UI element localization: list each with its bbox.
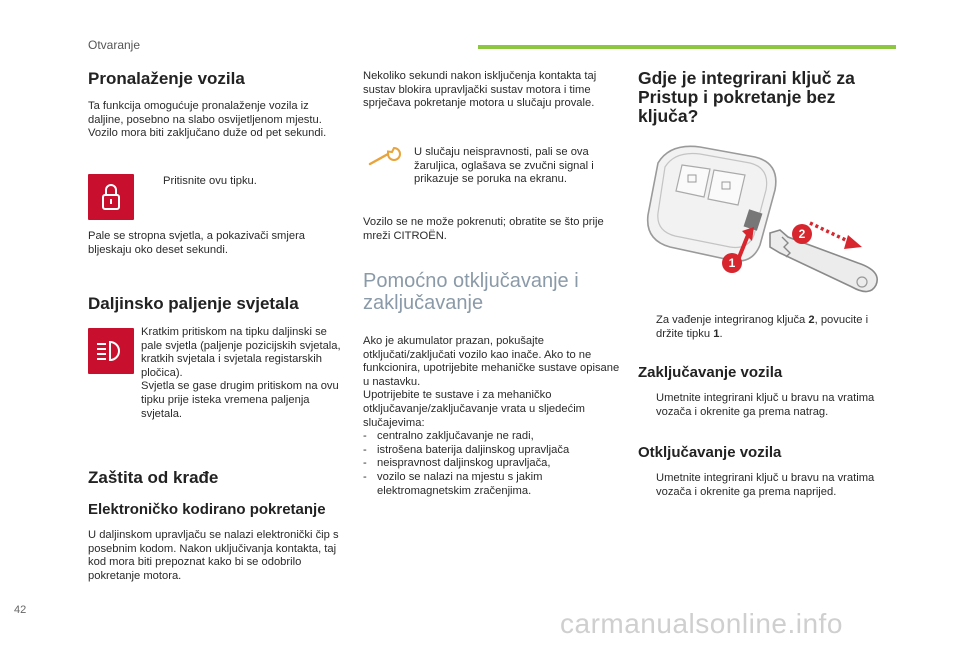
lock-button-icon — [88, 174, 134, 220]
wrench-warning-icon — [368, 146, 402, 173]
instruction-extract-key: Za vađenje integriranog ključa 2, povucite i držite tipku 1. — [656, 314, 869, 340]
callout-2: 2 — [792, 224, 812, 244]
paragraph-immobiliser-block: Nekoliko sekundi nakon isključenja kontakta taj sustav blokira upravljački sustav motora i time sprječava pokretanje motora u slučaju provale. — [363, 70, 597, 110]
watermark: carmanualsonline.info — [560, 608, 843, 639]
paragraph-contact-citroen: Vozilo se ne može pokrenuti; obratite se što prije mreži CITROËN. — [363, 216, 604, 242]
paragraph-battery-flat: Ako je akumulator prazan, pokušajte otključati/zaključati vozilo kao inače. Ako to ne funkcionira, upotrijebite mehaničke sustave opisane u nastavku. — [363, 335, 620, 388]
paragraph-use-cases: Upotrijebite te sustave i za mehaničko otključavanje/zaključavanje vrata u sljedećim slučajevima: — [363, 389, 585, 429]
key-fob-illustration — [630, 135, 890, 305]
instruction-press-button: Pritisnite ovu tipku. — [163, 175, 257, 187]
heading-unlocking-vehicle: Otključavanje vozila — [638, 444, 782, 461]
paragraph-immobiliser-chip: U daljinskom upravljaču se nalazi elektronički čip s posebnim kodom. Nakon uključivanja kontakta, taj kod mora biti prepoznat kako bi se odobrilo pokretanje motora. — [88, 529, 339, 582]
note-fault-warning: U slučaju neispravnosti, pali se ova žaruljica, oglašava se zvučni signal i prikazuje se poruka na ekranu. — [414, 146, 594, 186]
heading-theft-protection: Zaštita od krađe — [88, 468, 219, 487]
list-item: - istrošena baterija daljinskog upravljača — [363, 443, 570, 456]
heading-electronic-immobiliser: Elektroničko kodirano pokretanje — [88, 501, 326, 518]
instruction-unlock: Umetnite integrirani ključ u bravu na vratima vozača i okrenite ga prema naprijed. — [656, 472, 875, 498]
paragraph-remote-lighting-off: Svjetla se gase drugim pritiskom na ovu tipku prije isteka vremena paljenja svjetala. — [141, 380, 339, 420]
page-number: 42 — [14, 604, 27, 616]
paragraph-lights-flash: Pale se stropna svjetla, a pokazivači smjera bljeskaju oko deset sekundi. — [88, 230, 306, 256]
bullet-marker — [638, 392, 648, 419]
heading-integrated-key-location: Gdje je integrirani ključ za Pristup i pokretanje bez ključa? — [638, 68, 855, 126]
list-item: - centralno zaključavanje ne radi, — [363, 430, 534, 443]
bullet-marker — [638, 472, 648, 499]
section-title: Otvaranje — [88, 38, 141, 52]
heading-locking-vehicle: Zaključavanje vozila — [638, 364, 783, 381]
instruction-lock: Umetnite integrirani ključ u bravu na vratima vozača i okrenite ga prema natrag. — [656, 392, 875, 418]
callout-1: 1 — [722, 253, 742, 273]
list-item: - neispravnost daljinskog upravljača, — [363, 457, 551, 470]
headlamp-button-icon — [88, 328, 134, 374]
paragraph-remote-lighting-on: Kratkim pritiskom na tipku daljinski se pale svjetla (paljenje pozicijskih svjetala, kratkih svjetala i svjetala registarskih pločica). — [141, 326, 341, 379]
section-accent-bar — [478, 45, 896, 49]
list-item: - vozilo se nalazi na mjestu s jakim elektromagnetskim zračenjima. — [363, 470, 543, 497]
bullet-marker — [145, 175, 155, 189]
heading-remote-lighting: Daljinsko paljenje svjetala — [88, 294, 299, 313]
heading-backup-locking: Pomoćno otključavanje i zaključavanje — [363, 270, 579, 314]
heading-locate-vehicle: Pronalaženje vozila — [88, 69, 245, 88]
paragraph-locate-intro: Ta funkcija omogućuje pronalaženje vozila iz daljine, posebno na slabo osvijetljenom mjestu. Vozilo mora biti zaključano duže od pet sekundi. — [88, 100, 327, 140]
